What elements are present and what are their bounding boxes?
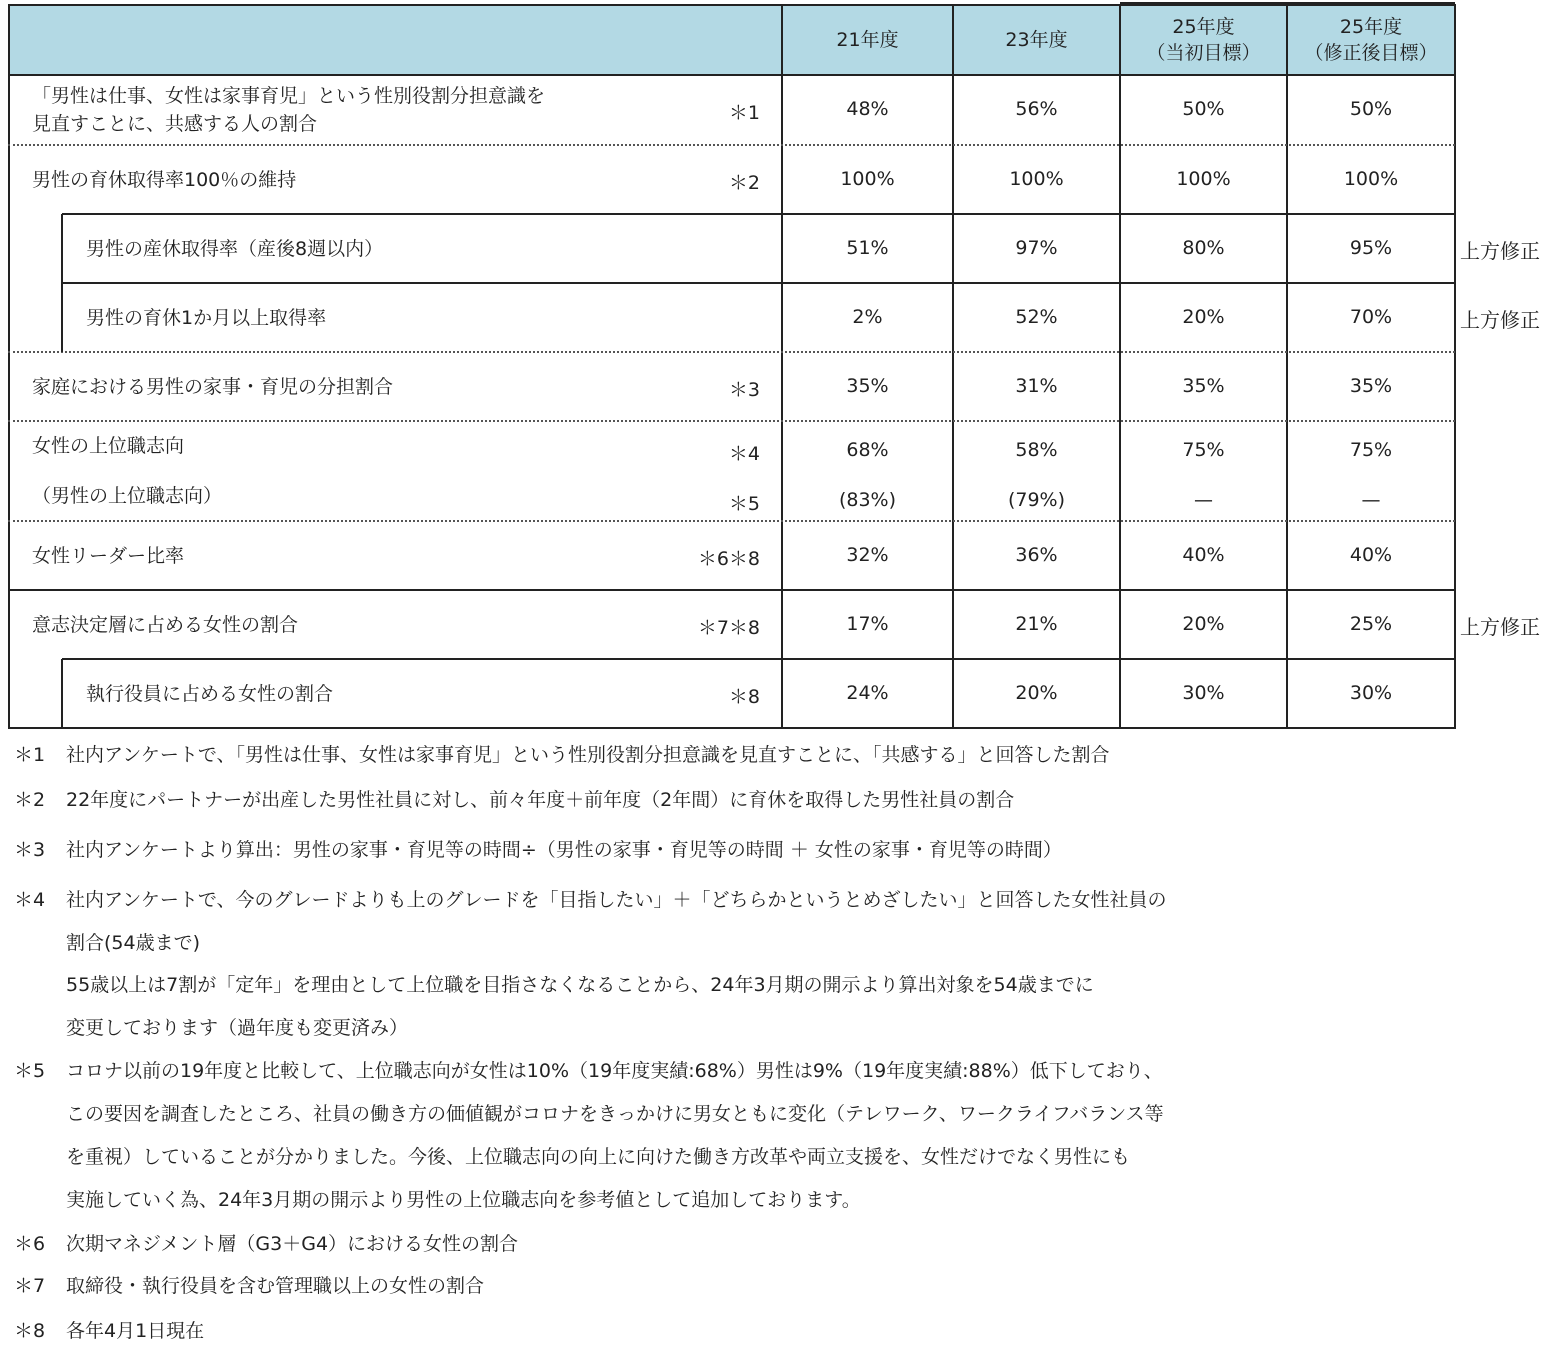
cell-value: 100% — [1343, 167, 1399, 190]
footnote-mark: ＊1 — [728, 102, 760, 124]
cell-value: 35% — [846, 374, 889, 397]
revision-label: 上方修正 — [1460, 307, 1540, 332]
row-label-text: 男性の産休取得率（産後8週以内） — [86, 237, 384, 260]
cell-value: 20% — [1015, 681, 1058, 704]
table-border — [62, 658, 1455, 660]
footnote-mark: ＊5 — [728, 493, 760, 515]
row-label — [32, 145, 296, 214]
cell-value: 21% — [1015, 612, 1058, 635]
footnote-text: を重視）していることが分かりました。今後、上位職志向の向上に向けた働き方改革や両立支援を、女性だけでなく男性にも — [66, 1146, 1131, 1168]
table-border — [1120, 2, 1455, 4]
table-border — [8, 4, 10, 729]
footnote-mark: ＊8 — [728, 685, 760, 708]
column-header-text: 25年度 — [1339, 16, 1403, 38]
cell-value: 24% — [846, 681, 889, 704]
cell-value: 35% — [1182, 374, 1225, 397]
cell-value: 80% — [1182, 236, 1225, 259]
table-divider-dotted — [8, 351, 1455, 353]
cell-value: 100% — [840, 167, 895, 190]
revision-label: 上方修正 — [1460, 614, 1540, 639]
row-label-text: （男性の上位職志向） — [32, 485, 223, 507]
cell-value: 25% — [1349, 612, 1393, 635]
cell-value: 70% — [1349, 305, 1393, 328]
table-border — [1454, 4, 1456, 729]
row-label-text: 家庭における男性の家事・育児の分担割合 — [32, 375, 394, 398]
row-label — [32, 352, 393, 421]
cell-value: 31% — [1015, 374, 1058, 397]
table-border — [8, 727, 1455, 729]
table-border — [62, 213, 1455, 215]
footnote-text: 取締役・執行役員を含む管理職以上の女性の割合 — [66, 1275, 485, 1297]
cell-value-reference: (79%) — [1007, 489, 1066, 511]
table-border — [8, 74, 1455, 76]
cell-value: 48% — [846, 98, 889, 120]
row-label — [86, 214, 383, 283]
column-header-text: （修正後目標） — [1304, 42, 1438, 64]
table-border — [8, 4, 1455, 6]
cell-value: 52% — [1015, 305, 1058, 328]
row-label-text: 男性の育休取得率100％の維持 — [32, 168, 297, 191]
column-header-text: 23年度 — [1005, 29, 1068, 51]
footnote-text: 社内アンケートで、「男性は仕事、女性は家事育児」という性別役割分担意識を見直すことに、「共感する」と回答した割合 — [66, 744, 1110, 766]
cell-value: 32% — [846, 543, 889, 566]
cell-value: 30% — [1349, 681, 1393, 704]
row-label — [32, 590, 298, 659]
footnote-text: 55歳以上は7割が「定年」を理由として上位職を目指さなくなることから、24年3月期の開示より算出対象を54歳までに — [66, 974, 1094, 996]
cell-value: 97% — [1015, 236, 1058, 259]
footnote-text: コロナ以前の19年度と比較して、上位職志向が女性は10%（19年度実績:68%）男性は9%（19年度実績:88%）低下しており、 — [66, 1060, 1163, 1082]
table-border — [781, 4, 783, 729]
column-header — [953, 5, 1120, 75]
cell-value: 40% — [1349, 543, 1393, 566]
cell-value: 75% — [1182, 439, 1225, 461]
cell-value: 20% — [1182, 305, 1225, 328]
footnote-text: 22年度にパートナーが出産した男性社員に対し、前々年度＋前年度（2年間）に育休を取得した男性社員の割合 — [66, 789, 1015, 811]
footnote-mark: ＊4 — [728, 443, 760, 465]
table-border — [61, 214, 63, 352]
cell-value: 95% — [1349, 236, 1393, 259]
table-border — [1286, 4, 1288, 729]
row-label-text: 意志決定層に占める女性の割合 — [32, 613, 299, 636]
footnote-mark: ＊7 — [14, 1275, 46, 1297]
cell-value: 20% — [1182, 612, 1225, 635]
row-label — [32, 75, 545, 145]
footnote-mark: ＊2 — [728, 171, 760, 194]
row-label-text: 執行役員に占める女性の割合 — [86, 682, 334, 705]
cell-value: 30% — [1182, 681, 1225, 704]
cell-value: 50% — [1182, 98, 1225, 120]
column-header — [1120, 5, 1287, 75]
column-header — [782, 5, 953, 75]
footnote-text: 各年4月1日現在 — [66, 1320, 205, 1342]
footnote-text: 社内アンケートより算出：男性の家事・育児等の時間÷（男性の家事・育児等の時間 ＋ 女性の家事・育児等の時間） — [66, 839, 1062, 861]
cell-value-reference: — — [1194, 489, 1213, 511]
footnote-text: この要因を調査したところ、社員の働き方の価値観がコロナをきっかけに男女ともに変化（テレワーク、ワークライフバランス等 — [66, 1103, 1164, 1125]
footnote-mark: ＊3 — [728, 378, 760, 401]
footnote-mark: ＊2 — [14, 789, 46, 811]
table-divider-dotted — [8, 420, 1455, 422]
column-header-text: 21年度 — [836, 29, 899, 51]
footnote-text: 次期マネジメント層（G3＋G4）における女性の割合 — [66, 1233, 519, 1255]
row-label — [32, 421, 222, 521]
row-label-text: 女性リーダー比率 — [32, 544, 185, 567]
row-label — [32, 521, 184, 590]
row-label-text: 女性の上位職志向 — [32, 435, 185, 457]
cell-value: 100% — [1009, 167, 1064, 190]
footnote-mark: ＊7＊8 — [697, 616, 760, 639]
row-label-text: 「男性は仕事、女性は家事育児」という性別役割分担意識を — [32, 85, 546, 107]
cell-value: 51% — [846, 236, 889, 259]
row-label — [86, 659, 333, 728]
table-border — [952, 4, 954, 729]
cell-value-reference: (83%) — [838, 489, 897, 511]
cell-value: 50% — [1349, 98, 1393, 120]
cell-value-reference: — — [1361, 489, 1381, 511]
row-label-text: 男性の育休1か月以上取得率 — [86, 306, 327, 329]
table-divider-dotted — [8, 520, 1455, 522]
footnote-mark: ＊4 — [14, 889, 46, 911]
column-header-text: 25年度 — [1172, 16, 1235, 38]
cell-value: 68% — [846, 439, 889, 461]
footnote-text: 社内アンケートで、今のグレードよりも上のグレードを「目指したい」＋「どちらかというとめざしたい」と回答した女性社員の — [66, 889, 1167, 911]
revision-label: 上方修正 — [1460, 238, 1540, 263]
column-header — [1287, 5, 1455, 75]
footnote-mark: ＊5 — [14, 1060, 46, 1082]
table-border — [61, 659, 63, 728]
column-header-text: （当初目標） — [1146, 42, 1261, 64]
cell-value: 56% — [1015, 98, 1058, 120]
footnote-mark: ＊8 — [14, 1320, 46, 1342]
cell-value: 100% — [1176, 167, 1231, 190]
footnote-mark: ＊1 — [14, 744, 46, 766]
cell-value: 75% — [1349, 439, 1393, 461]
cell-value: 2% — [852, 305, 883, 328]
footnote-text: 実施していく為、24年3月期の開示より男性の上位職志向を参考値として追加しております。 — [66, 1189, 861, 1211]
table-divider-dotted — [8, 144, 1455, 146]
cell-value: 35% — [1349, 374, 1393, 397]
footnote-mark: ＊6＊8 — [697, 547, 760, 570]
footnote-text: 割合(54歳まで) — [66, 932, 201, 954]
footnote-text: 変更しております（過年度も変更済み） — [66, 1017, 409, 1039]
cell-value: 40% — [1182, 543, 1225, 566]
table-border — [1119, 4, 1121, 729]
footnote-mark: ＊3 — [14, 839, 46, 861]
row-label — [86, 283, 326, 352]
cell-value: 17% — [846, 612, 889, 635]
row-label-text: 見直すことに、共感する人の割合 — [32, 113, 318, 135]
footnote-mark: ＊6 — [14, 1233, 46, 1255]
table-border — [62, 282, 1455, 284]
cell-value: 36% — [1015, 543, 1058, 566]
cell-value: 58% — [1015, 439, 1058, 461]
table-border — [8, 589, 1455, 591]
